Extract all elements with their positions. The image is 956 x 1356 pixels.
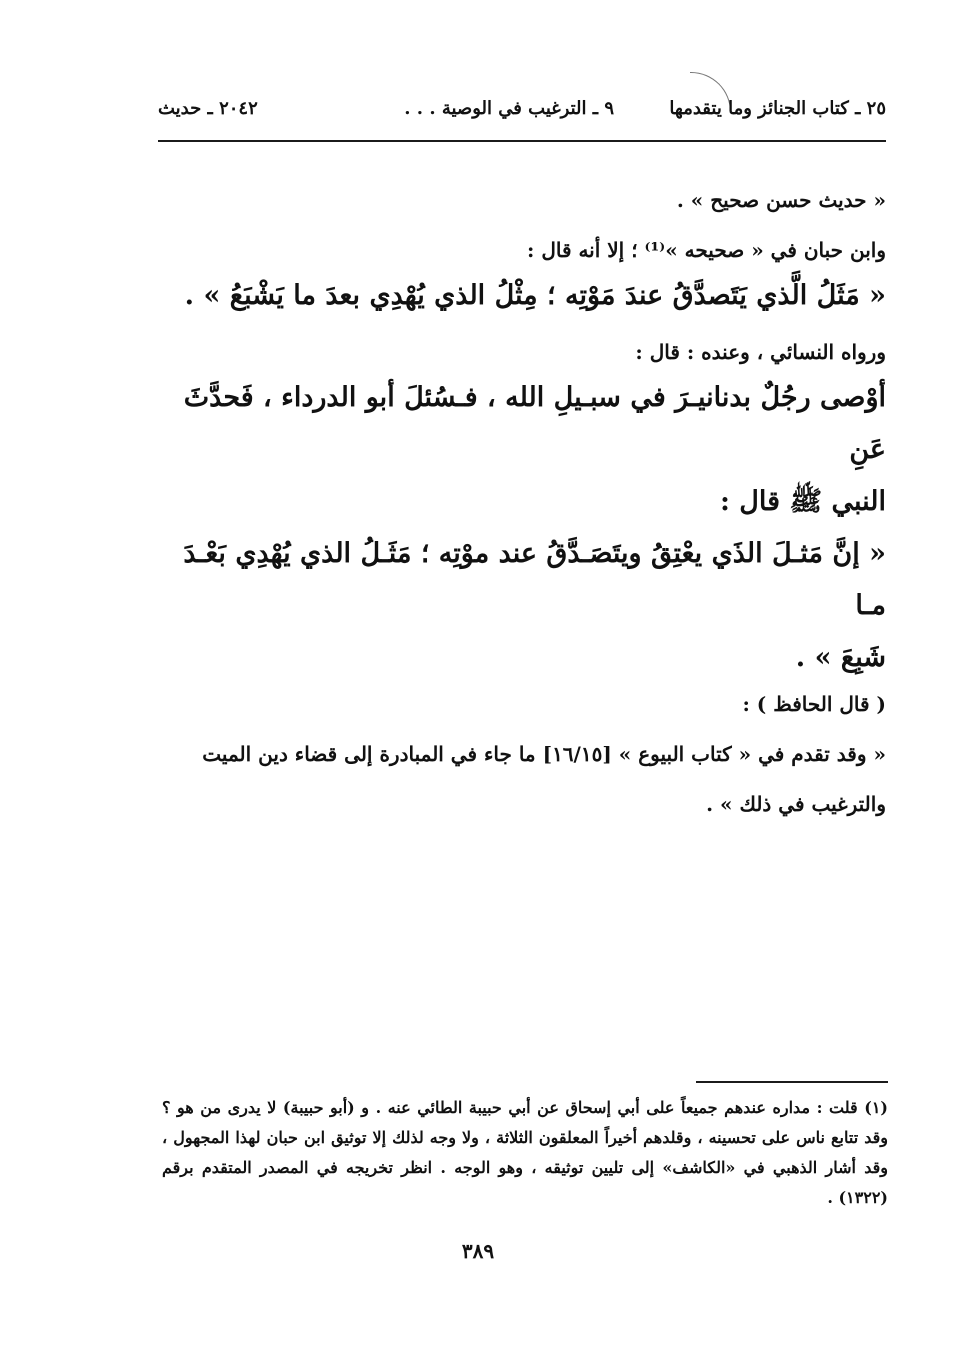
hadith-text-line: « مَثَلُ الَّذي يَتَصدَّقُ عندَ مَوْتِه ؛ مِثْلُ الذي يُهْدِي بعدَ ما يَشْبَعُ » .	[184, 280, 886, 311]
hadith-text-line: « إنَّ مَثـلَ الذَي يعْتِقُ ويتَصَـدَّقُ عند موْتِه ؛ مَثَـلُ الذي يُهْدِي بَعْـدَ مـا	[183, 538, 886, 621]
text-line: ورواه النسائي ، وعنده : قال :	[635, 340, 886, 364]
line-gap	[160, 724, 886, 734]
footnote-divider	[696, 1081, 888, 1083]
line-gap	[160, 220, 886, 230]
footnote: (١) قلت : مداره عندهم جميعاً على أبي إسحاق عن أبي حبيبة الطائي عنه . و (أبو حبيبة) لا يدرى من هو ؟ وقد تتابع ناس على تحسينه ، وقلدهم أخيراً المعلقون الثلاثة ، ولا وجه لذلك إلا توثيق ابن حبان لهذا المجهول ، وقد أشار الذهبي في «الكاشف» إلى تليين توثيقه ، وهو الوجه . انظر تخريجه في المصدر المتقدم برقم (١٣٢٢) .	[162, 1098, 889, 1207]
text-line: « حديث حسن صحيح » .	[676, 188, 886, 212]
header-divider	[158, 140, 886, 142]
hadith-text-line: النبي ﷺ قال :	[719, 486, 886, 517]
hadith-text-line: أوْصى رجُلٌ بدنانيـرَ في سبـيلِ الله ، فـسُئلَ أبو الدرداء ، فَحدَّثَ عَنِ	[183, 382, 886, 465]
running-header	[158, 94, 886, 124]
header-chapter-title: ٢٥ ـ كتاب الجنائز وما يتقدمها	[669, 98, 886, 119]
hadith-text-line: شَبِعَ » .	[795, 642, 886, 673]
text-line: وابن حبان في « صحيحه »⁽¹⁾ ؛ إلا أنه قال :	[526, 238, 886, 262]
text-line: ( قال الحافظ ) :	[742, 692, 886, 716]
line-gap	[160, 322, 886, 332]
page-number: ٣٨٩	[461, 1239, 495, 1263]
header-hadith-number: ٢٠٤٢ ـ حديث	[158, 98, 258, 119]
text-line: « وقد تقدم في « كتاب البيوع » [١٦/١٥] ما جاء في المبادرة إلى قضاء دين الميت	[202, 742, 886, 766]
header-section-title: ٩ ـ الترغيب في الوصية . . .	[404, 98, 614, 119]
text-line: والترغيب في ذلك » .	[706, 792, 886, 816]
line-gap	[160, 774, 886, 784]
main-text	[160, 180, 886, 824]
